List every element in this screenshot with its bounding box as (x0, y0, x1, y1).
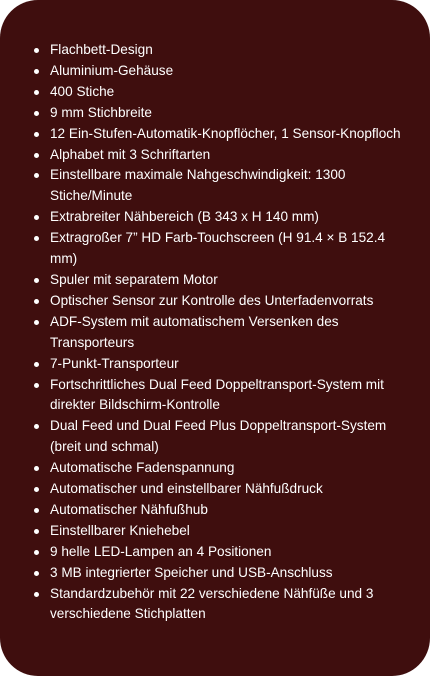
list-item: Extragroßer 7” HD Farb-Touchscreen (H 91.4 × B 152.4 mm) (22, 228, 412, 270)
list-item: Aluminium-Gehäuse (22, 61, 412, 82)
list-item: Automatischer und einstellbarer Nähfußdruck (22, 479, 412, 500)
list-item: 12 Ein-Stufen-Automatik-Knopflöcher, 1 Sensor-Knopfloch (22, 124, 412, 145)
list-item: Einstellbarer Kniehebel (22, 521, 412, 542)
list-item: Einstellbare maximale Nahgeschwindigkeit: 1300 Stiche/Minute (22, 165, 412, 207)
list-item: Fortschrittliches Dual Feed Doppeltransport-System mit direkter Bildschirm-Kontrolle (22, 375, 412, 417)
list-item: Spuler mit separatem Motor (22, 270, 412, 291)
list-item: 400 Stiche (22, 82, 412, 103)
list-item: 9 helle LED-Lampen an 4 Positionen (22, 542, 412, 563)
list-item: 7-Punkt-Transporteur (22, 354, 412, 375)
list-item: Automatischer Nähfußhub (22, 500, 412, 521)
list-item: Extrabreiter Nähbereich (B 343 x H 140 mm) (22, 207, 412, 228)
list-item: Dual Feed und Dual Feed Plus Doppeltransport-System (breit und schmal) (22, 416, 412, 458)
list-item: Automatische Fadenspannung (22, 458, 412, 479)
list-item: Alphabet mit 3 Schriftarten (22, 145, 412, 166)
feature-list (22, 40, 412, 625)
list-item: Standardzubehör mit 22 verschiedene Nähfüße und 3 verschiedene Stichplatten (22, 584, 412, 626)
list-item: Flachbett-Design (22, 40, 412, 61)
list-item: 3 MB integrierter Speicher und USB-Anschluss (22, 563, 412, 584)
list-item: ADF-System mit automatischem Versenken des Transporteurs (22, 312, 412, 354)
list-item: 9 mm Stichbreite (22, 103, 412, 124)
list-item: Optischer Sensor zur Kontrolle des Unterfadenvorrats (22, 291, 412, 312)
